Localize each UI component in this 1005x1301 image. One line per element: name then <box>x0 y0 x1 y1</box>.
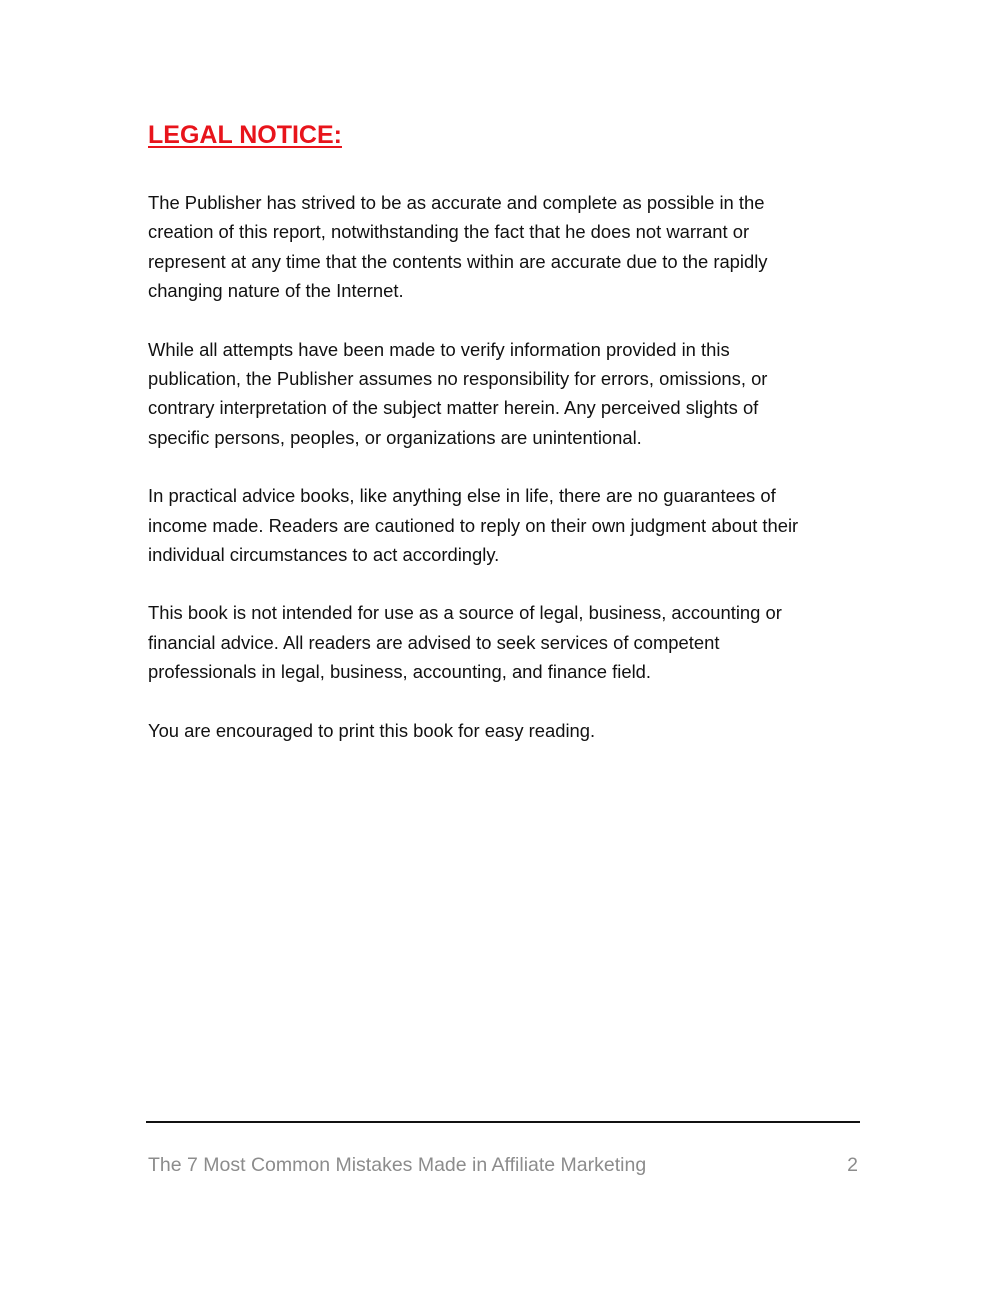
text-line: You are encouraged to print this book for easy reading. <box>148 719 596 741</box>
legal-notice-heading: LEGAL NOTICE: <box>148 121 342 149</box>
text-line: changing nature of the Internet. <box>148 280 404 302</box>
paragraph-responsibility <box>148 335 868 453</box>
footer-page-number: 2 <box>847 1154 858 1176</box>
text-line: represent at any time that the contents within are accurate due to the rapidly <box>148 250 768 272</box>
footer-book-title: The 7 Most Common Mistakes Made in Affiliate Marketing <box>148 1154 647 1176</box>
text-line: While all attempts have been made to verify information provided in this <box>148 338 730 360</box>
footer-divider <box>146 1121 860 1123</box>
text-line: specific persons, peoples, or organizations are unintentional. <box>148 426 642 448</box>
paragraph-guarantees <box>148 481 868 569</box>
paragraph-advice-disclaimer <box>148 598 868 686</box>
text-line: income made. Readers are cautioned to reply on their own judgment about their <box>148 514 799 536</box>
text-line: contrary interpretation of the subject matter herein. Any perceived slights of <box>148 397 759 419</box>
text-line: publication, the Publisher assumes no responsibility for errors, omissions, or <box>148 368 768 390</box>
paragraph-accuracy <box>148 188 868 306</box>
text-line: This book is not intended for use as a source of legal, business, accounting or <box>148 602 782 624</box>
text-line: professionals in legal, business, accounting, and finance field. <box>148 661 651 683</box>
text-line: creation of this report, notwithstanding the fact that he does not warrant or <box>148 221 750 243</box>
text-line: financial advice. All readers are advised to seek services of competent <box>148 631 720 653</box>
text-line: In practical advice books, like anything else in life, there are no guarantees of <box>148 485 776 507</box>
paragraph-print-encouragement <box>148 716 868 745</box>
text-line: The Publisher has strived to be as accurate and complete as possible in the <box>148 192 765 213</box>
legal-notice-body <box>148 188 868 774</box>
text-line: individual circumstances to act accordingly. <box>148 544 500 566</box>
